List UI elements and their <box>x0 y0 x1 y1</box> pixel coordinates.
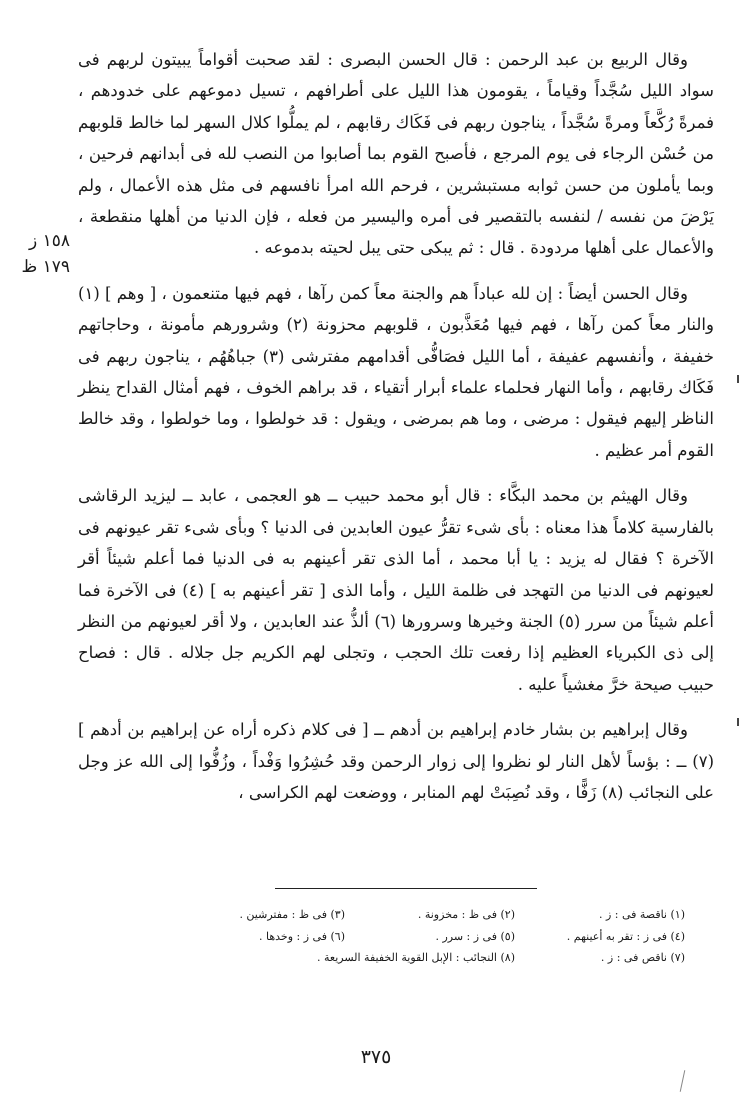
margin-folio-z: ١٥٨ ز <box>28 231 70 251</box>
paragraph: وقال إبراهيم بن بشار خادم إبراهيم بن أدهم ــ [ فى كلام ذكره أراه عن إبراهيم بن أدهم ] (٧) ــ : بؤساً لأهل النار لو نظروا إلى زوار الرحمن وقد حُشِرُوا وَفْداً ، وزُفُّوا إلى الله عز وجل على النجائب (٨) زَفًّا ، وقد نُصِبَتْ لهم المنابر ، ووضعت لهم الكراسى ، <box>78 720 714 802</box>
main-text <box>78 44 714 822</box>
scan-artifact <box>680 1070 686 1092</box>
paragraph: وقال الحسن أيضاً : إن لله عباداً هم والجنة معاً كمن رآها ، فهم فيها متنعمون ، [ وهم ] (١) والنار معاً كمن رآها ، فهم فيها مُعَذَّبون ، قلوبهم محزونة (٢) وشرورهم مأمونة ، وحاجاتهم خفيفة ، وأنفسهم عفيفة ، أما الليل فصَافُّى أقدامهم مفترشى (٣) جباهُهُم ، يناجون ربهم فى فَكَاك رقابهم ، وأما النهار فحلماء علماء أبرار أتقياء ، قد براهم الخوف ، فهم أمثال القداح ينظر الناظر إليهم فيقول : مرضى ، وما هم بمرضى ، ويقول : قد خولطوا ، وما خولطوا ، وقد خالط القوم أمر عظيم . <box>78 283 714 460</box>
footnote: (٦) فى ز : وخدها . <box>259 929 345 943</box>
margin-tick-mark <box>737 718 739 726</box>
footnote-separator <box>275 888 537 889</box>
margin-tick-mark <box>737 375 739 383</box>
footnote: (٥) فى ز : سرر . <box>435 929 515 943</box>
footnote: (٢) فى ظ : مخزونة . <box>417 908 515 921</box>
paragraph: وقال الربيع بن عبد الرحمن : قال الحسن البصرى : لقد صحبت أقواماً يبيتون لربهم فى سواد الليل سُجَّداً وقياماً ، يقومون هذا الليل على أطرافهم ، تسيل دموعهم على خدودهم ، فمرةً رُكَّعاً ومرةً سُجَّداً ، يناجون ربهم فى فَكَاك رقابهم ، لم يملُّوا كلال السهر لما خالط قلوبهم من حُسْن الرجاء فى يوم المرجع ، فأصبح القوم بما أصابوا من النصب لله فى أبدانهم فرحين ، وبما يأملون من حسن ثوابه مستبشرين ، فرحم الله امرأ نافسهم فى مثل هذه الأعمال ، ولم يَرْضَ من نفسه / لنفسه بالتقصير فى أمره واليسير من فعله ، فإن الدنيا من أهلها منقطعة ، والأعمال على أهلها مردودة . قال : ثم يبكى حتى يبل لحيته بدموعه . <box>78 50 714 258</box>
paragraph: وقال الهيثم بن محمد البكَّاء : قال أبو محمد حبيب ــ هو العجمى ، عابد ــ ليزيد الرقاشى بالفارسية كلاماً هذا معناه : بأى شىء تقرُّ عيون العابدين فى الدنيا ؟ وبأى شىء تقر عيونهم فى الآخرة ؟ فقال له يزيد : يا أبا محمد ، أما الذى تقر أعينهم به فى الدنيا فما أعلم شيئاً أقر لعيونهم فى الدنيا من التهجد فى ظلمة الليل ، وأما الذى [ تقر أعينهم به ] (٤) فى الآخرة فما أعلم شيئاً من سرر (٥) الجنة وخيرها وسرورها (٦) ألذُّ عند العابدين ، ولا أقر لعيونهم من النظر إلى ذى الكبرياء العظيم إذا رفعت تلك الحجب ، وتجلى لهم الكريم جل جلاله . قال : فصاح حبيب صيحة خرَّ مغشياً عليه . <box>78 486 715 694</box>
footnote: (٧) ناقص فى : ز . <box>600 951 685 964</box>
footnotes <box>95 904 685 969</box>
page-number: ٣٧٥ <box>360 1046 392 1068</box>
footnote-row <box>95 926 685 948</box>
footnote-row <box>95 904 685 926</box>
footnote-row <box>95 947 685 969</box>
footnote: (١) ناقصة فى : ز . <box>598 908 685 921</box>
footnote: (٨) النجائب : الإبل القوية الخفيفة السريعة . <box>317 951 515 964</box>
footnote: (٤) فى ز : تقر به أعينهم . <box>566 929 685 943</box>
footnote: (٣) فى ظ : مفترشين . <box>239 908 345 921</box>
margin-folio-t: ١٧٩ ظ <box>21 257 70 277</box>
